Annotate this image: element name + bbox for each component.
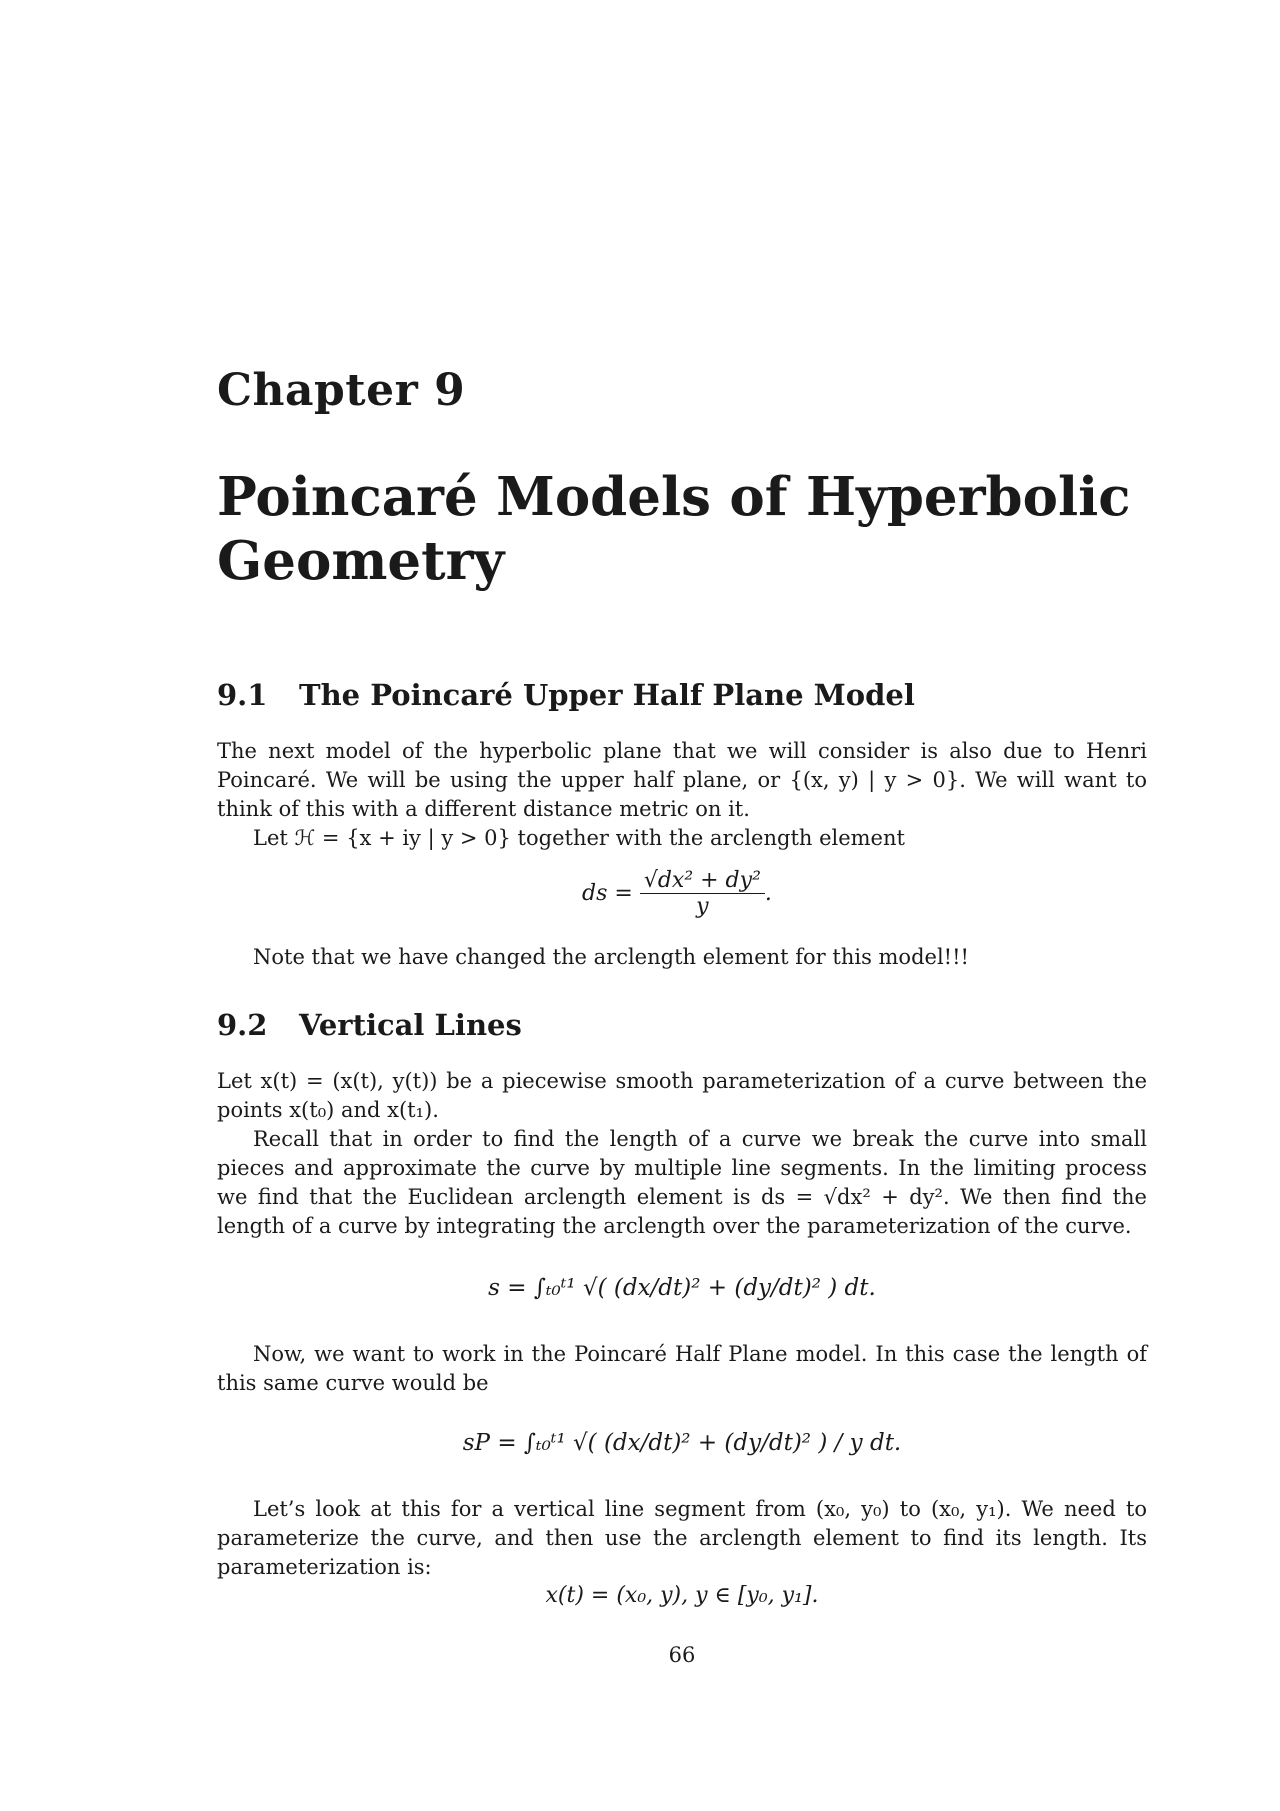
equation-end: . — [764, 881, 772, 906]
equation-s: s = ∫ₜ₀ᵗ¹ √( (dx/dt)² + (dy/dt)² ) dt. — [488, 1275, 876, 1301]
section-heading-9-2 — [217, 1008, 522, 1042]
fraction-denominator: y — [696, 894, 709, 919]
chapter-title: Poincaré Models of Hyperbolic Geometry — [217, 466, 1131, 592]
equation-ds — [582, 868, 772, 919]
paragraph: Let ℋ = {x + iy | y > 0} together with the arclength element — [253, 826, 905, 850]
chapter-label: Chapter 9 — [217, 365, 466, 416]
section-title: The Poincaré Upper Half Plane Model — [299, 678, 915, 712]
equation-sp: sP = ∫ₜ₀ᵗ¹ √( (dx/dt)² + (dy/dt)² ) / y dt. — [462, 1430, 902, 1456]
section-number: 9.2 — [217, 1008, 268, 1042]
paragraph: Now, we want to work in the Poincaré Half Plane model. In this case the length of this same curve would be — [217, 1342, 1147, 1395]
section-number: 9.1 — [217, 678, 268, 712]
equation-lhs: ds = — [582, 881, 633, 906]
page-number: 66 — [668, 1643, 696, 1667]
paragraph: The next model of the hyperbolic plane that we will consider is also due to Henri Poincaré. We will be using the upper half plane, or {(x, y) | y > 0}. We will want to think of this with a different distance metric on it. — [217, 739, 1147, 821]
fraction — [640, 868, 765, 919]
section-heading-9-1 — [217, 678, 915, 712]
section-title: Vertical Lines — [299, 1008, 522, 1042]
fraction-numerator: √dx² + dy² — [640, 868, 765, 894]
equation-parameterization: x(t) = (x₀, y), y ∈ [y₀, y₁]. — [545, 1583, 819, 1608]
note: Note that we have changed the arclength element for this model!!! — [253, 945, 969, 969]
paragraph: Let’s look at this for a vertical line segment from (x₀, y₀) to (x₀, y₁). We need to parameterize the curve, and then use the arclength element to find its length. Its parameterization is: — [217, 1497, 1147, 1579]
paragraph: Recall that in order to find the length of a curve we break the curve into small pieces and approximate the curve by multiple line segments. In the limiting process we find that the Euclidean arclength element is ds = √dx² + dy². We then find the length of a curve by integrating the arclength over the parameterization of the curve. — [217, 1127, 1147, 1238]
paragraph: Let x(t) = (x(t), y(t)) be a piecewise smooth parameterization of a curve between the points x(t₀) and x(t₁). — [217, 1069, 1147, 1122]
